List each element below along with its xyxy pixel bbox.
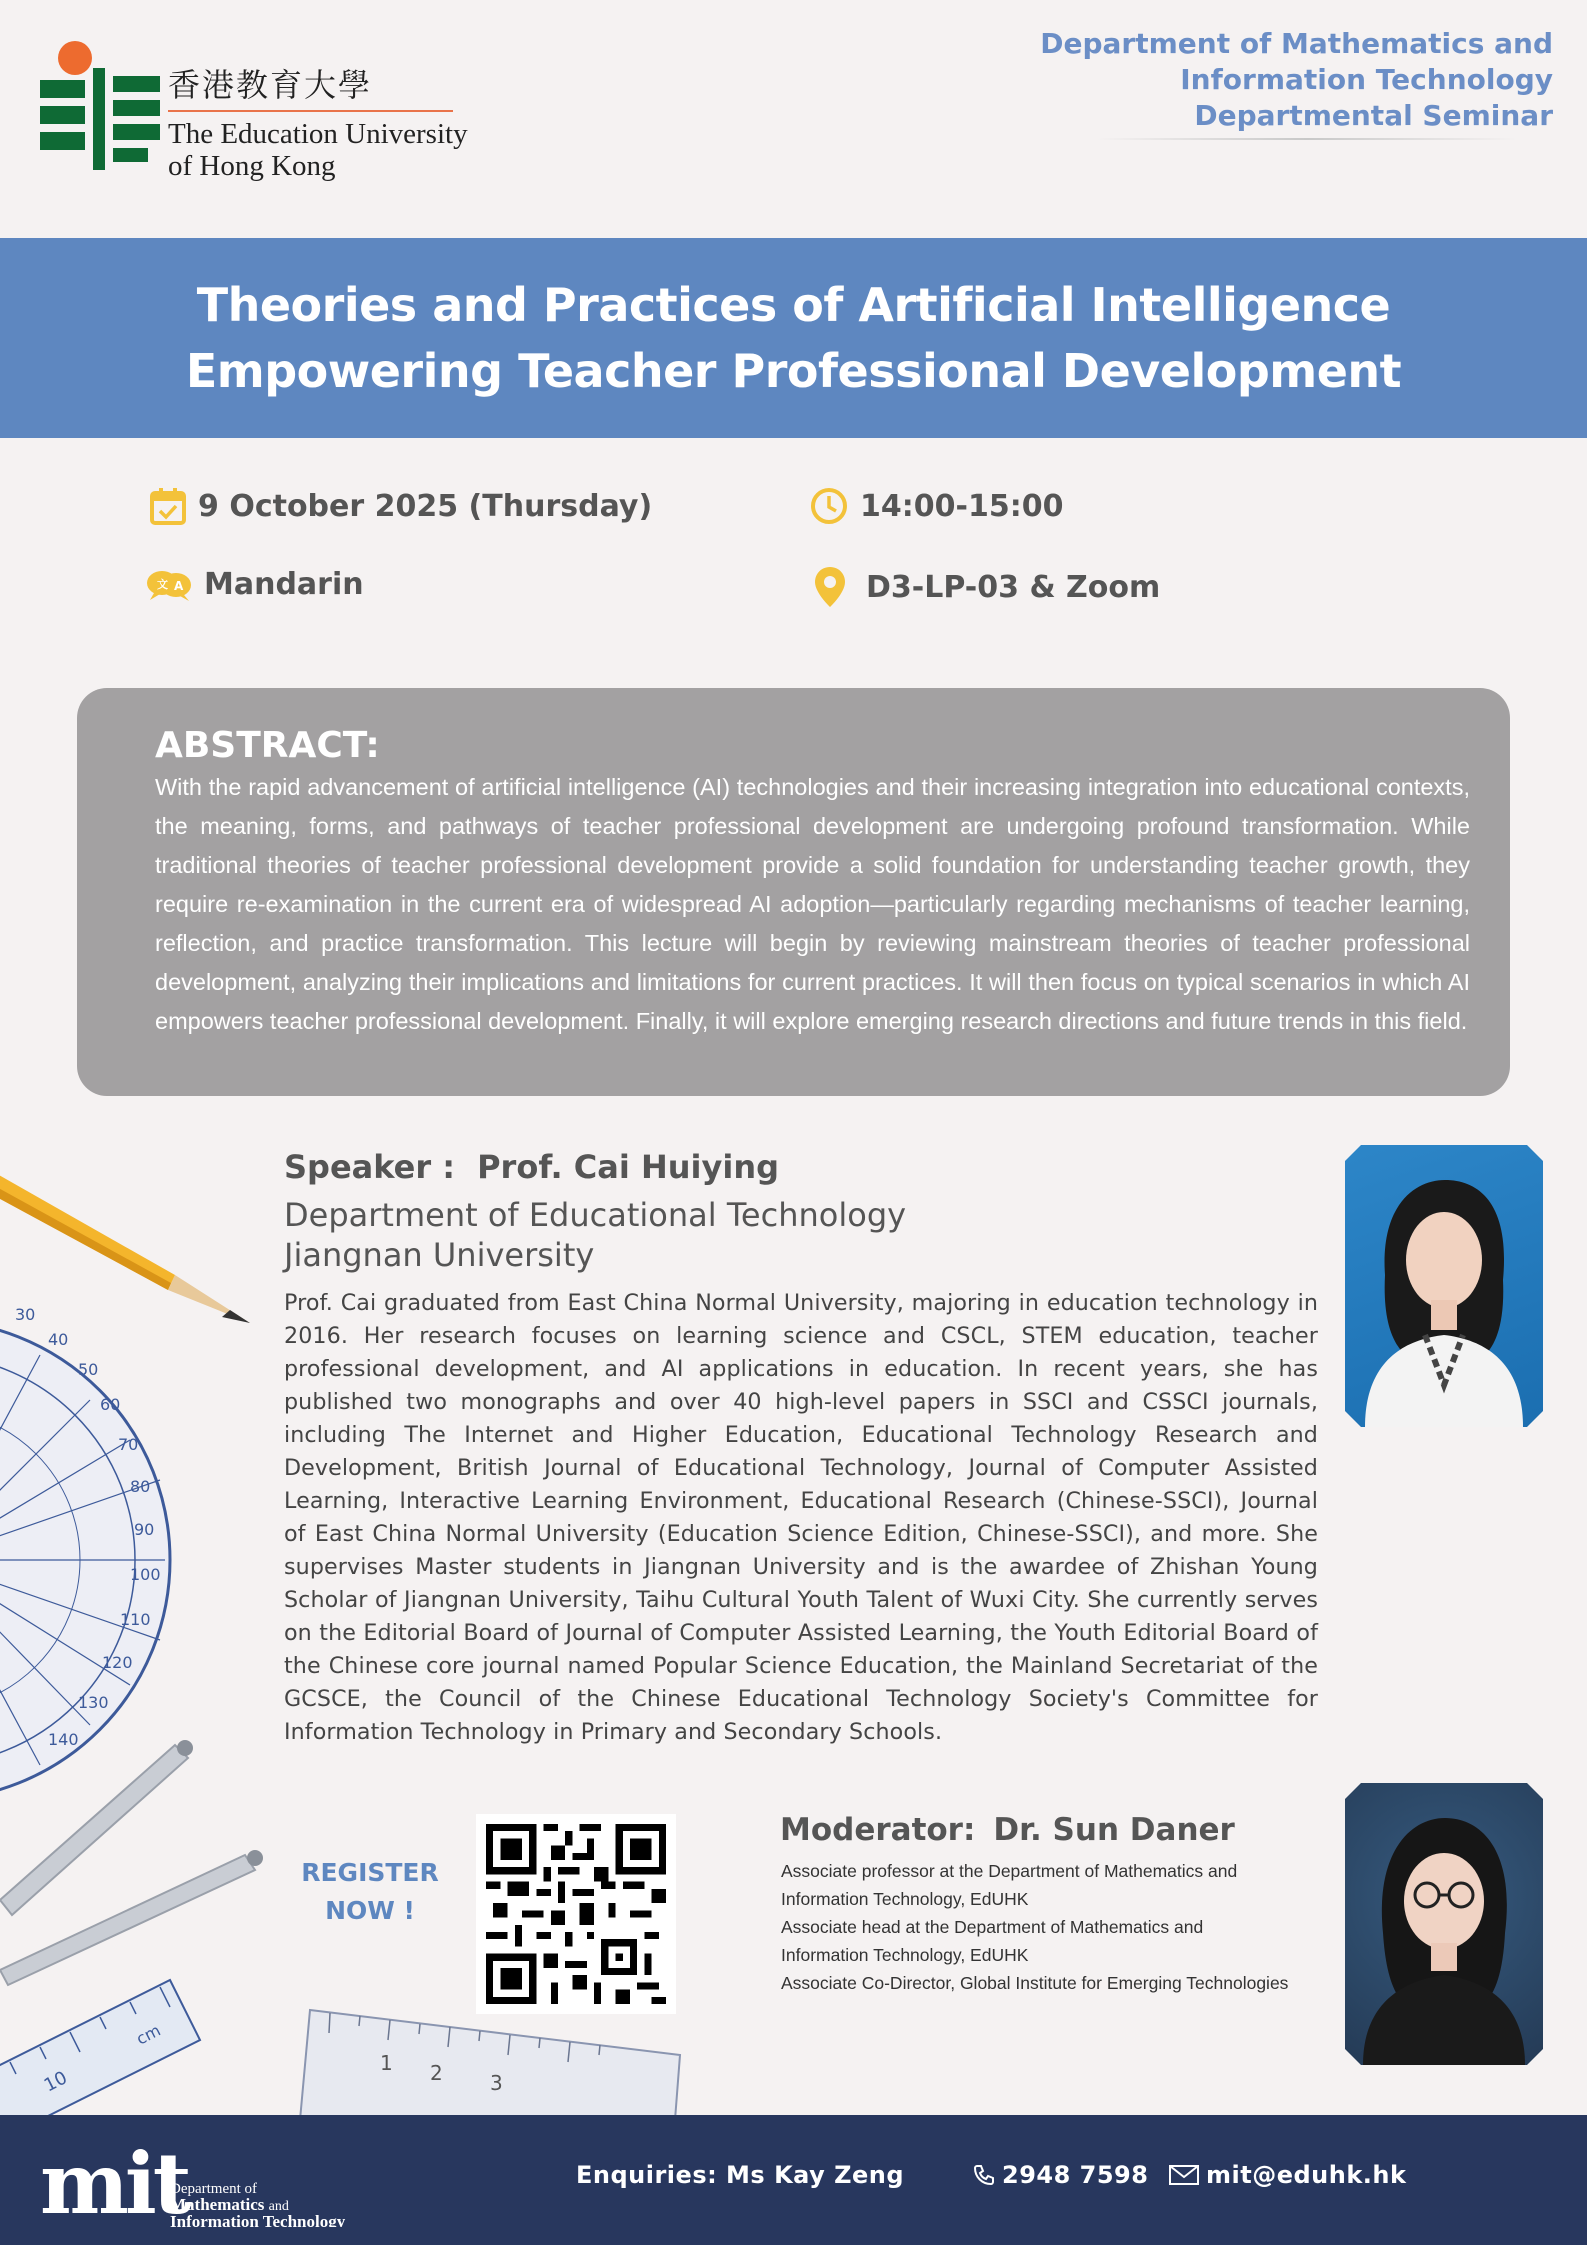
venue-text: D3-LP-03 & Zoom [866, 569, 1161, 605]
svg-text:2: 2 [430, 2061, 443, 2085]
eduhk-logo [40, 40, 468, 182]
moderator-description [781, 1857, 1341, 1997]
svg-text:90: 90 [134, 1520, 155, 1539]
register-line1: REGISTER [301, 1858, 439, 1887]
eduhk-emblem [40, 40, 160, 170]
svg-text:mit: mit [40, 2137, 188, 2227]
moderator-role1b: Information Technology, EdUHK [781, 1889, 1029, 1909]
mit-logo-mark [40, 2137, 380, 2227]
svg-text:文: 文 [157, 577, 168, 591]
moderator-name: Dr. Sun Daner [993, 1812, 1235, 1848]
speaker-department: Department of Educational Technology [284, 1196, 907, 1234]
speaker-portrait [1345, 1145, 1543, 1427]
svg-text:A: A [174, 578, 184, 593]
date-text: 9 October 2025 (Thursday) [198, 488, 653, 524]
logo-chinese-name: 香港教育大學 [168, 66, 373, 104]
header-divider [1097, 138, 1517, 140]
moderator-heading [780, 1812, 1235, 1848]
svg-text:140: 140 [48, 1730, 79, 1749]
footer-bar [0, 2115, 1587, 2245]
mit-department-logo [40, 2137, 380, 2227]
event-language [146, 567, 364, 602]
svg-text:120: 120 [102, 1653, 133, 1672]
event-time [810, 487, 1063, 525]
svg-text:100: 100 [130, 1565, 161, 1584]
svg-text:80: 80 [130, 1477, 151, 1496]
moderator-role2b: Information Technology, EdUHK [781, 1945, 1029, 1965]
moderator-role1a: Associate professor at the Department of Mathematics and [781, 1861, 1238, 1881]
speaker-university: Jiangnan University [284, 1236, 595, 1274]
speaker-name: Prof. Cai Huiying [477, 1148, 780, 1186]
title-line2: Empowering Teacher Professional Development [185, 344, 1402, 398]
qr-code [486, 1824, 666, 2004]
compass-graphic [0, 1740, 263, 1985]
envelope-icon [1168, 2163, 1200, 2187]
email-contact[interactable] [1168, 2161, 1406, 2189]
logo-english-line2: of Hong Kong [168, 150, 336, 182]
moderator-role3: Associate Co-Director, Global Institute for Emerging Technologies [781, 1973, 1289, 1993]
moderator-photo [1345, 1783, 1543, 2065]
seminar-title [186, 272, 1401, 404]
phone-contact[interactable] [972, 2161, 1148, 2189]
department-heading [1040, 26, 1553, 134]
abstract-panel [77, 688, 1510, 1096]
svg-text:Information Technology: Information Technology [170, 2212, 346, 2227]
clock-icon [810, 487, 848, 525]
email-address: mit@eduhk.hk [1206, 2161, 1407, 2189]
svg-text:130: 130 [78, 1693, 109, 1712]
language-text: Mandarin [204, 567, 364, 602]
location-pin-icon [812, 565, 848, 609]
event-venue [812, 565, 1160, 609]
svg-text:3: 3 [490, 2071, 503, 2095]
phone-icon [972, 2163, 996, 2187]
enquiries-contact: Enquiries: Ms Kay Zeng [576, 2161, 905, 2189]
svg-text:60: 60 [100, 1395, 121, 1414]
svg-text:cm: cm [133, 2020, 164, 2049]
phone-number: 2948 7598 [1002, 2161, 1149, 2189]
abstract-heading: ABSTRACT: [155, 725, 380, 766]
register-callout[interactable] [300, 1854, 440, 1930]
moderator-role2a: Associate head at the Department of Mathematics and [781, 1917, 1204, 1937]
svg-text:1: 1 [380, 2051, 393, 2075]
moderator-portrait [1345, 1783, 1543, 2065]
svg-text:70: 70 [118, 1435, 139, 1454]
pencil-graphic [0, 1170, 250, 1323]
title-line1: Theories and Practices of Artificial Intelligence [196, 278, 1391, 332]
moderator-label: Moderator: [780, 1812, 976, 1848]
logo-divider [168, 110, 453, 112]
speaker-heading [284, 1148, 779, 1186]
speaker-bio: Prof. Cai graduated from East China Normal University, majoring in education technology in 2016. Her research focuses on learning science and CSCL, STEM education, teacher professional development, and AI applications in education. In recent years, she has published two monographs and over 40 high-level papers in SSCI and CSSCI journals, including The Internet and Higher Education, Educational Technology Research and Development, British Journal of Educational Technology, Journal of Computer Assisted Learning, Interactive Learning Environment, Educational Research (Chinese-SSCI), Journal of East China Normal University (Education Science Edition, Chinese-SSCI), and more. She supervises Master students in Jiangnan University and is the awardee of Zhishan Young Scholar of Jiangnan University, Taihu Cultural Youth Talent of Wuxi City. She currently serves on the Editorial Board of Journal of Computer Assisted Learning, the Youth Editorial Board of the Chinese core journal named Popular Science Education, the Mainland Secretariat of the GCSCE, the Council of the Chinese Educational Technology Society's Committee for Information Technology in Primary and Secondary Schools. [284, 1290, 1318, 1745]
speaker-label: Speaker : [284, 1148, 456, 1186]
svg-text:10: 10 [40, 2067, 71, 2097]
time-text: 14:00-15:00 [860, 488, 1064, 524]
protractor-graphic [0, 1305, 170, 1800]
svg-text:110: 110 [120, 1610, 151, 1629]
registration-qr-code[interactable] [476, 1814, 676, 2014]
calendar-icon [150, 487, 186, 525]
language-icon [146, 568, 192, 602]
register-line2: NOW ! [325, 1896, 415, 1925]
abstract-body: With the rapid advancement of artificial intelligence (AI) technologies and their increasing integration into educational contexts, the meaning, forms, and pathways of teacher professional development are undergoing profound transformation. While traditional theories of teacher professional development provide a solid foundation for understanding teacher growth, they require re-examination in the current era of widespread AI adoption—particularly regarding mechanisms of teacher learning, reflection, and practice transformation. This lecture will begin by reviewing mainstream theories of teacher professional development, analyzing their implications and limitations for current practices. It will then focus on typical scenarios in which AI empowers teacher professional development. Finally, it will explore emerging research directions and future trends in this field. [155, 774, 1470, 1034]
svg-text:50: 50 [78, 1360, 99, 1379]
svg-text:40: 40 [48, 1330, 69, 1349]
seminar-label: Departmental Seminar [1194, 99, 1553, 132]
title-banner [0, 238, 1587, 438]
svg-text:Mathematics and: Mathematics and [170, 2195, 289, 2214]
svg-text:30: 30 [15, 1305, 36, 1324]
logo-english-line1: The Education University [168, 118, 468, 150]
event-date [150, 487, 652, 525]
svg-text:Department of: Department of [170, 2181, 258, 2197]
speaker-photo [1345, 1145, 1543, 1427]
department-line1: Department of Mathematics and [1040, 27, 1553, 60]
department-line2: Information Technology [1180, 63, 1553, 96]
